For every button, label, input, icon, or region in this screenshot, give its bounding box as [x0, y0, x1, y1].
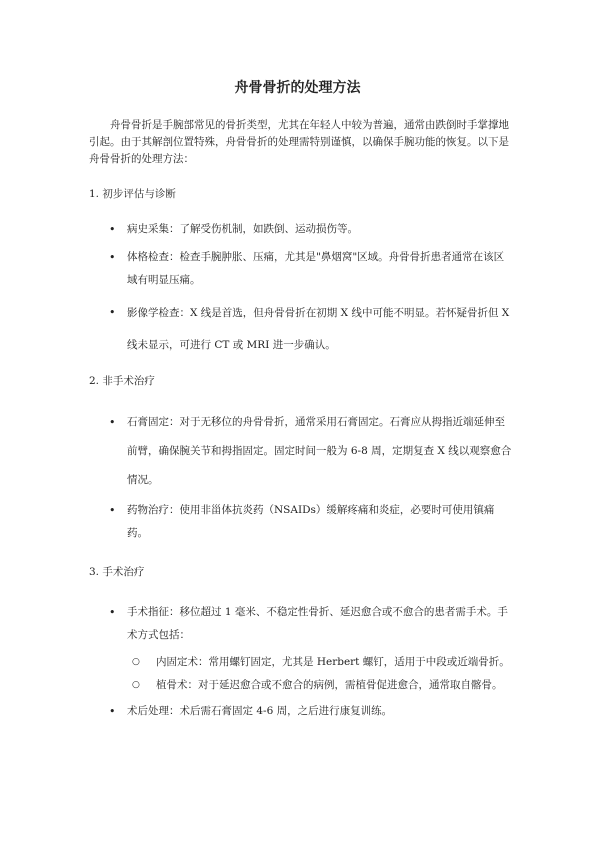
section-3-list [89, 601, 513, 723]
list-item-text: 术后处理：术后需石膏固定 4-6 周，之后进行康复训练。 [127, 705, 393, 717]
bullet-icon: • [109, 504, 116, 517]
list-item [89, 601, 513, 694]
sublist [127, 651, 513, 694]
list-item [89, 297, 513, 361]
list-item [89, 700, 513, 723]
sublist-item-text: 植骨术：对于延迟愈合或不愈合的病例，需植骨促进愈合，通常取自髂骨。 [156, 679, 503, 691]
document-title: 舟骨骨折的处理方法 [234, 80, 361, 96]
bullet-icon: • [109, 251, 116, 264]
list-item-text: 手术指征：移位超过 1 毫米、不稳定性骨折、延迟愈合或不愈合的患者需手术。手术方式包括： [127, 606, 508, 641]
sublist-item [127, 677, 513, 694]
list-item [89, 218, 513, 241]
section-heading-2: 2. 非手术治疗 [89, 375, 155, 387]
circle-bullet-icon: ○ [132, 680, 140, 690]
section-2-list [89, 408, 513, 545]
list-item-text: 石膏固定：对于无移位的舟骨骨折，通常采用石膏固定。石膏应从拇指近端延伸至前臂，确保腕关节和拇指固定。固定时间一般为 6-8 周，定期复查 X 线以观察愈合情况。 [127, 416, 512, 486]
list-item-text: 影像学检查：X 线是首选，但舟骨骨折在初期 X 线中可能不明显。若怀疑骨折但 X 线未显示，可进行 CT 或 MRI 进一步确认。 [127, 307, 510, 351]
section-1-list [89, 218, 513, 361]
list-item-text: 病史采集：了解受伤机制，如跌倒、运动损伤等。 [127, 223, 358, 235]
list-item-text: 体格检查：检查手腕肿胀、压痛，尤其是"鼻烟窝"区域。舟骨骨折患者通常在该区域有明显压痛。 [127, 251, 505, 286]
circle-bullet-icon: ○ [132, 657, 140, 667]
section-heading-3: 3. 手术治疗 [89, 566, 145, 578]
list-item [89, 499, 513, 545]
list-item [89, 408, 513, 495]
bullet-icon: • [109, 416, 116, 429]
sublist-item [127, 651, 513, 673]
sublist-item-text: 内固定术：常用螺钉固定，尤其是 Herbert 螺钉，适用于中段或近端骨折。 [156, 656, 510, 668]
list-item-text: 药物治疗：使用非甾体抗炎药（NSAIDs）缓解疼痛和炎症，必要时可使用镇痛药。 [127, 504, 495, 539]
bullet-icon: • [109, 606, 116, 619]
bullet-icon: • [109, 223, 116, 236]
list-item [89, 246, 513, 292]
bullet-icon: • [109, 306, 116, 319]
section-heading-1: 1. 初步评估与诊断 [89, 188, 176, 200]
bullet-icon: • [109, 705, 116, 718]
intro-paragraph: 舟骨骨折是手腕部常见的骨折类型，尤其在年轻人中较为普遍，通常由跌倒时手掌撑地引起。由于其解剖位置特殊，舟骨骨折的处理需特别谨慎，以确保手腕功能的恢复。以下是舟骨骨折的处理方法： [89, 119, 509, 165]
